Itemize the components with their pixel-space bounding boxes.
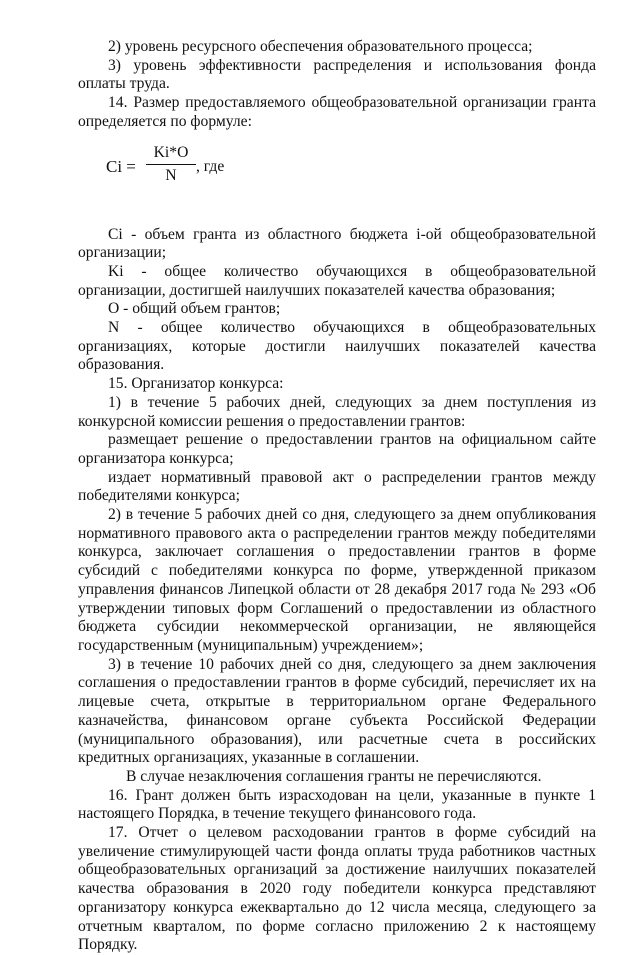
document-body — [78, 38, 596, 955]
formula-tail: , где — [196, 157, 225, 175]
paragraph-17: 17. Отчет о целевом расходовании грантов в форме субсидий на увеличение стимулирующей части фонда оплаты труда работников частных общеобразовательных организаций за достижение наилучших показателей качества образования в 2020 году победители конкурса представляют организатору конкурса ежеквартально до 12 числа месяца, следующего за отчетным кварталом, по форме согласно приложению 2 к настоящему Порядку. — [78, 824, 596, 954]
paragraph-15-1: 1) в течение 5 рабочих дней, следующих за днем поступления из конкурсной комиссии решения о предоставлении грантов: — [78, 393, 596, 430]
paragraph-15: 15. Организатор конкурса: — [108, 375, 284, 393]
formula-fraction — [146, 144, 196, 185]
paragraph-item-3: 3) уровень эффективности распределения и использования фонда оплаты труда. — [78, 56, 596, 93]
definition-ki: Ki - общее количество обучающихся в общеобразовательной организации, достигшей наилучших показателей качества образования; — [78, 262, 596, 299]
paragraph-16: 16. Грант должен быть израсходован на цели, указанные в пункте 1 настоящего Порядка, в течение текущего финансового года. — [78, 786, 596, 823]
formula-lhs: Ci = — [106, 156, 136, 176]
formula-numerator: Ki*O — [153, 143, 189, 161]
paragraph-15-2: 2) в течение 5 рабочих дней со дня, следующего за днем опубликования нормативного правового акта о распределении грантов между победителями конкурса, заключает соглашения о предоставлении грантов в форме субсидий с победителями конкурса по форме, утвержденной приказом управления финансов Липецкой области от 28 декабря 2017 года № 293 «Об утверждении типовых форм Соглашений о предоставлении из областного бюджета субсидии некоммерческой организации, не являющейся государственным (муниципальным) учреждением»; — [78, 506, 596, 654]
formula-denominator: N — [165, 166, 177, 184]
paragraph-15-3: 3) в течение 10 рабочих дней со дня, следующего за днем заключения соглашения о предоставлении грантов в форме субсидий, перечисляет их на лицевые счета, открытые в территориальном органе Федерального казначейства, финансовом органе субъекта Российской Федерации (муниципального образования), или расчетные счета в российских кредитных организациях, указанные в соглашении. — [78, 655, 596, 767]
paragraph-15-1a: размещает решение о предоставлении грантов на официальном сайте организатора конкурса; — [78, 431, 596, 467]
paragraph-15-1b: издает нормативный правовой акт о распределении грантов между победителями конкурса; — [78, 468, 596, 505]
paragraph-15-note: В случае незаключения соглашения гранты не перечисляются. — [126, 767, 542, 785]
paragraph-14: 14. Размер предоставляемого общеобразовательной организации гранта определяется по формуле: — [78, 94, 596, 130]
paragraph-item-2: 2) уровень ресурсного обеспечения образовательного процесса; — [108, 38, 533, 55]
definition-o: O - общий объем грантов; — [108, 300, 281, 318]
fraction-bar — [146, 164, 196, 165]
definition-n: N - общее количество обучающихся в общеобразовательных организациях, которые достигли наилучших показателей качества образования. — [78, 319, 596, 374]
grant-formula — [78, 144, 596, 188]
definition-ci: Ci - объем гранта из областного бюджета i-ой общеобразовательной организации; — [78, 225, 596, 262]
